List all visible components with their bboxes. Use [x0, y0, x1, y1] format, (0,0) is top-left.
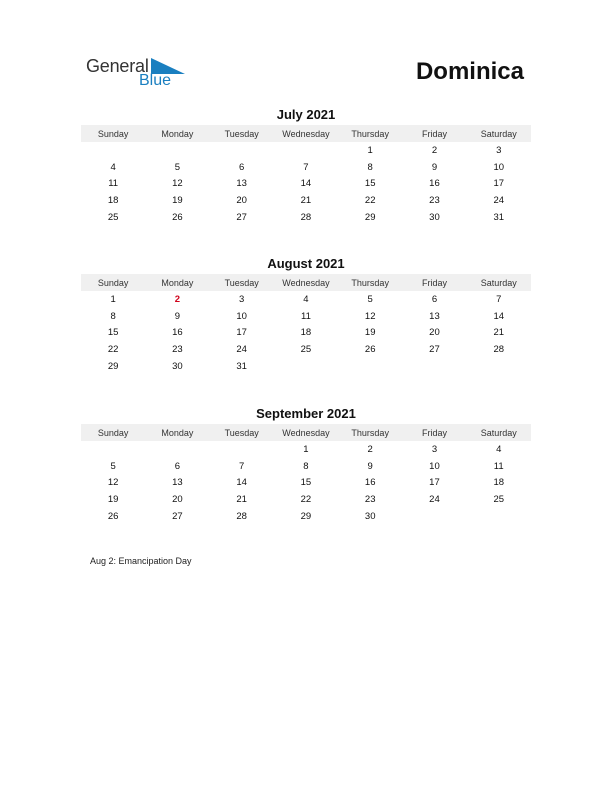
- day-cell: 21: [236, 494, 247, 506]
- day-cell: 18: [300, 327, 312, 339]
- day-cell: 18: [493, 477, 505, 489]
- day-cell: 14: [300, 178, 312, 190]
- week-row: [81, 358, 531, 375]
- holiday-note: Aug 2: Emancipation Day: [90, 556, 192, 566]
- day-cell: 20: [236, 195, 247, 207]
- day-cell: 15: [107, 327, 119, 339]
- week-row: [81, 308, 531, 325]
- holiday-day-cell: 2: [174, 293, 181, 305]
- weekday-label: Thursday: [351, 128, 389, 139]
- weekday-header-row: [81, 274, 531, 291]
- day-cell: 21: [300, 195, 312, 207]
- day-cell: 4: [496, 443, 502, 455]
- week-row: [81, 325, 531, 342]
- day-cell: 6: [431, 293, 438, 305]
- day-cell: 12: [107, 477, 119, 489]
- weekday-label: Monday: [161, 427, 194, 438]
- week-row: [81, 142, 531, 159]
- week-row: [81, 291, 531, 308]
- day-cell: 7: [239, 460, 245, 472]
- day-cell: 16: [172, 327, 183, 339]
- day-cell: 17: [236, 327, 247, 339]
- day-cell: 13: [429, 310, 440, 322]
- day-cell: 8: [367, 161, 373, 173]
- day-cell: 30: [364, 511, 376, 523]
- day-cell: 11: [300, 310, 311, 322]
- day-cell: 20: [172, 494, 183, 506]
- day-cell: 28: [493, 344, 505, 356]
- day-cell: 29: [364, 212, 376, 224]
- day-cell: 23: [429, 195, 440, 207]
- month-title: September 2021: [256, 406, 356, 421]
- weekday-label: Friday: [421, 427, 447, 438]
- day-cell: 8: [303, 460, 309, 472]
- weekday-label: Wednesday: [282, 427, 330, 438]
- day-cell: 17: [429, 477, 440, 489]
- weekday-label: Tuesday: [224, 427, 259, 438]
- day-cell: 29: [107, 361, 119, 373]
- day-cell: 15: [300, 477, 312, 489]
- day-cell: 11: [493, 460, 504, 472]
- day-cell: 31: [236, 361, 247, 373]
- day-cell: 19: [364, 327, 376, 339]
- weekday-label: Wednesday: [282, 128, 330, 139]
- day-cell: 25: [493, 494, 505, 506]
- day-cell: 3: [431, 443, 438, 455]
- day-cell: 9: [431, 161, 438, 173]
- day-cell: 17: [493, 178, 505, 190]
- day-cell: 16: [364, 477, 376, 489]
- day-cell: 27: [172, 511, 183, 523]
- week-row: [81, 341, 531, 358]
- day-cell: 16: [429, 178, 440, 190]
- week-row: [81, 192, 531, 209]
- weekday-header-row: [81, 424, 531, 441]
- weekday-label: Saturday: [480, 427, 517, 438]
- day-cell: 27: [429, 344, 440, 356]
- weekday-header-row: [81, 125, 531, 142]
- day-cell: 24: [429, 494, 440, 506]
- day-cell: 7: [496, 293, 502, 305]
- day-cell: 25: [107, 212, 119, 224]
- day-cell: 22: [300, 494, 312, 506]
- week-row: [81, 508, 531, 525]
- weekday-label: Thursday: [351, 427, 389, 438]
- week-row: [81, 176, 531, 193]
- day-cell: 12: [172, 178, 183, 190]
- month-title: August 2021: [267, 256, 345, 271]
- month-september: [81, 405, 531, 525]
- day-cell: 27: [236, 212, 247, 224]
- day-cell: 24: [236, 344, 247, 356]
- day-cell: 26: [172, 212, 183, 224]
- logo-text-blue: Blue: [139, 72, 172, 89]
- day-cell: 20: [429, 327, 440, 339]
- day-cell: 26: [107, 511, 119, 523]
- day-cell: 4: [110, 161, 116, 173]
- week-row: [81, 491, 531, 508]
- day-cell: 10: [429, 460, 440, 472]
- weekday-label: Sunday: [97, 427, 129, 438]
- weekday-label: Thursday: [351, 277, 389, 288]
- weekday-label: Friday: [421, 128, 447, 139]
- month-august: [81, 255, 531, 375]
- day-cell: 3: [239, 293, 245, 305]
- day-cell: 18: [107, 195, 119, 207]
- logo-text-general: General: [86, 56, 149, 76]
- day-cell: 6: [239, 161, 245, 173]
- day-cell: 14: [493, 310, 505, 322]
- weekday-label: Monday: [161, 128, 194, 139]
- day-cell: 6: [174, 460, 181, 472]
- weekday-label: Monday: [161, 277, 194, 288]
- weekday-label: Sunday: [97, 128, 129, 139]
- day-cell: 7: [303, 161, 309, 173]
- weekday-label: Saturday: [480, 128, 517, 139]
- week-row: [81, 209, 531, 226]
- day-cell: 19: [172, 195, 183, 207]
- weekday-label: Tuesday: [224, 277, 259, 288]
- month-title: July 2021: [276, 107, 336, 122]
- day-cell: 30: [172, 361, 183, 373]
- day-cell: 5: [110, 460, 116, 472]
- week-row: [81, 475, 531, 492]
- day-cell: 1: [303, 443, 309, 455]
- day-cell: 10: [236, 310, 247, 322]
- day-cell: 28: [236, 511, 247, 523]
- day-cell: 13: [236, 178, 247, 190]
- generalblue-logo: [86, 56, 186, 92]
- weekday-label: Saturday: [480, 277, 517, 288]
- day-cell: 9: [367, 460, 373, 472]
- country-title: Dominica: [415, 58, 524, 85]
- day-cell: 5: [367, 293, 373, 305]
- day-cell: 21: [493, 327, 505, 339]
- day-cell: 2: [431, 144, 438, 156]
- day-cell: 19: [107, 494, 119, 506]
- weekday-label: Friday: [421, 277, 447, 288]
- day-cell: 22: [107, 344, 119, 356]
- day-cell: 2: [367, 443, 373, 455]
- month-july: [81, 106, 531, 226]
- day-cell: 30: [429, 212, 440, 224]
- day-cell: 29: [300, 511, 312, 523]
- day-cell: 13: [172, 477, 183, 489]
- week-row: [81, 458, 531, 475]
- day-cell: 1: [367, 144, 373, 156]
- day-cell: 9: [174, 310, 181, 322]
- day-cell: 25: [300, 344, 312, 356]
- day-cell: 23: [172, 344, 183, 356]
- day-cell: 12: [364, 310, 376, 322]
- day-cell: 24: [493, 195, 505, 207]
- day-cell: 8: [110, 310, 116, 322]
- day-cell: 26: [364, 344, 376, 356]
- day-cell: 11: [108, 178, 119, 190]
- day-cell: 10: [493, 161, 505, 173]
- weekday-label: Sunday: [97, 277, 129, 288]
- day-cell: 31: [493, 212, 505, 224]
- day-cell: 1: [110, 293, 116, 305]
- day-cell: 4: [303, 293, 309, 305]
- day-cell: 15: [364, 178, 376, 190]
- day-cell: 5: [174, 161, 181, 173]
- weekday-label: Tuesday: [224, 128, 259, 139]
- holiday-notes: [90, 556, 192, 566]
- weekday-label: Wednesday: [282, 277, 330, 288]
- week-row: [81, 441, 531, 458]
- day-cell: 28: [300, 212, 312, 224]
- week-row: [81, 159, 531, 176]
- day-cell: 23: [364, 494, 376, 506]
- day-cell: 14: [236, 477, 247, 489]
- day-cell: 22: [364, 195, 376, 207]
- day-cell: 3: [496, 144, 502, 156]
